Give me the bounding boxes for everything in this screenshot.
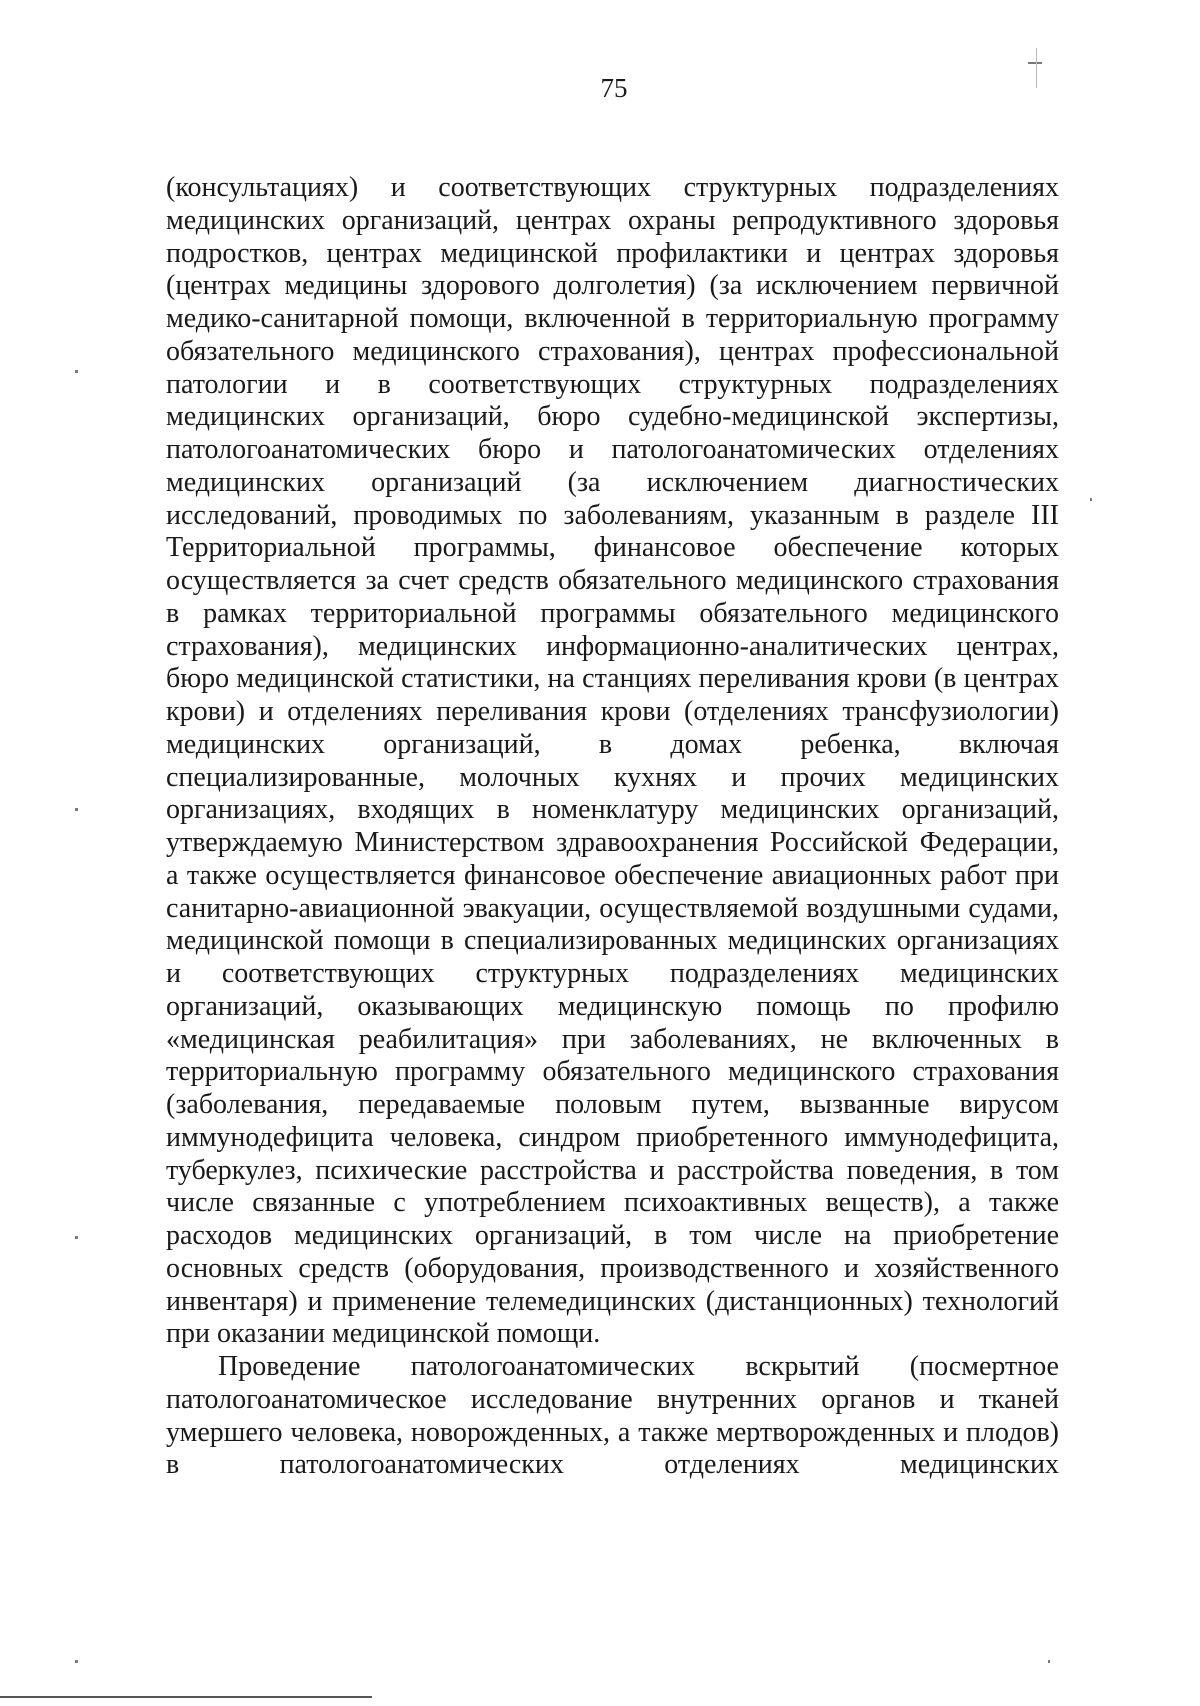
scan-mark [1036,48,1037,88]
scan-mark [75,808,78,811]
document-body [166,172,1059,1482]
page-number: 75 [600,73,628,103]
scan-mark [75,370,78,373]
scan-mark [1028,62,1042,64]
scan-mark [1090,498,1092,501]
paragraph-2: Проведение патологоанатомических вскрытий (посмертное патологоанатомическое исследование внутренних органов и тканей умершего человека, новорожденных, а также мертворожденных и плодов) в патологоанатомических отделениях медицинских [166,1351,1059,1481]
scan-mark [75,1236,78,1239]
scan-mark [1048,1660,1050,1663]
bottom-rule [0,1696,372,1698]
paragraph-1: (консультациях) и соответствующих структурных подразделениях медицинских организаций, центрах охраны репродуктивного здоровья подростков, центрах медицинской профилактики и центрах здоровья (центрах медицины здорового долголетия) (за исключением первичной медико-санитарной помощи, включенной в территориальную программу обязательного медицинского страхования), центрах профессиональной патологии и в соответствующих структурных подразделениях медицинских организаций, бюро судебно-медицинской экспертизы, патологоанатомических бюро и патологоанатомических отделениях медицинских организаций (за исключением диагностических исследований, проводимых по заболеваниям, указанным в разделе III Территориальной программы, финансовое обеспечение которых осуществляется за счет средств обязательного медицинского страхования в рамках территориальной программы обязательного медицинского страхования), медицинских информационно-аналитических центрах, бюро медицинской статистики, на станциях переливания крови (в центрах крови) и отделениях переливания крови (отделениях трансфузиологии) медицинских организаций, в домах ребенка, включая специализированные, молочных кухнях и прочих медицинских организациях, входящих в номенклатуру медицинских организаций, утверждаемую Министерством здравоохранения Российской Федерации, а также осуществляется финансовое обеспечение авиационных работ при санитарно-авиационной эвакуации, осуществляемой воздушными судами, медицинской помощи в специализированных медицинских организациях и соответствующих структурных подразделениях медицинских организаций, оказывающих медицинскую помощь по профилю «медицинская реабилитация» при заболеваниях, не включенных в территориальную программу обязательного медицинского страхования (заболевания, передаваемые половым путем, вызванные вирусом иммунодефицита человека, синдром приобретенного иммунодефицита, туберкулез, психические расстройства и расстройства поведения, в том числе связанные с употреблением психоактивных веществ), а также расходов медицинских организаций, в том числе на приобретение основных средств (оборудования, производственного и хозяйственного инвентаря) и применение телемедицинских (дистанционных) технологий при оказании медицинской помощи. [166,172,1059,1350]
scan-mark [75,1660,78,1663]
